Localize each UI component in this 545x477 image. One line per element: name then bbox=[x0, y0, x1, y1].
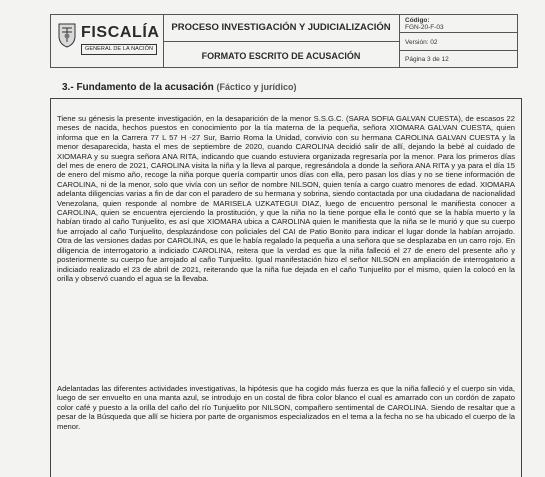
page-number: Página 3 de 12 bbox=[405, 56, 449, 63]
code-value: FGN-20-F-03 bbox=[405, 24, 444, 31]
coat-of-arms-icon bbox=[57, 22, 77, 48]
form-title: FORMATO ESCRITO DE ACUSACIÓN bbox=[201, 51, 361, 61]
header-divider bbox=[399, 15, 400, 67]
header-divider bbox=[399, 50, 517, 51]
section-title: 3.- Fundamento de la acusación bbox=[62, 82, 214, 93]
version-label: Versión: 02 bbox=[405, 39, 438, 46]
code-label-text: Código: bbox=[405, 17, 430, 24]
paragraph-facts: Tiene su génesis la presente investigación, en la desaparición de la menor S.S.G.C. (SARA SOFIA GALVAN CUESTA), de escasos 22 meses de nacida, hechos puestos en conocimiento por la tía materna de la pequeña, señora XIOMARA GALVAN CUESTA, quien informa que en la Carrera 77 L 57 H -27 Sur, Barrio Roma la Unidad, convivio con su hermana CAROLINA GALVAN CUESTA y la menor desaparecida, hasta el mes de septiembre de 2020, cuando CAROLINA decidió salir de allí, dejando la bebé al cuidado de XIOMARA y su suegra señora ANA RITA, indicando que cuando estuviera organizada regresaría por la menor. Para los primeros días del mes de enero de 2021, CAROLINA visita la niña y la lleva al parque, regresándola a donde la señora ANA RITA y ya para el día 15 de enero del mismo año, recoge la niña porque quería compartir unos días con ella, pero pasan los días y no se tiene información de CAROLINA, ni de la menor, solo que vivía con un señor de nombre NILSON, quien tenía a cargo cuatro menores de edad. XIOMARA adelanta diligencias varias a fin de dar con el paradero de su hermana y sobrina, siendo contactada por una ciudadana de nacionalidad Venezolana, quien responde al nombre de MARISELA UZKATEGUI DIAZ, luego de encuentro personal le manifiesta conocer a CAROLINA, quien se encuentra ejerciendo la prostitución, y que la niña no la tiene porque ella le contó que se la había muerto y la habían tirado al caño Tunjuelito, es así que XIOMARA ubica a CAROLINA quien le manifiesta que la niña se le murió y que su cuerpo fue arrojado al caño Tunjuelito, desplazándose con policiales del CAI de Patio Bonito para indicar el lugar donde la habían arrojado. Otra de las versiones dadas por CAROLINA, es que le había regalado la pequeña a una señora que se desplazaba en un carro rojo. En diligencia de interrogatorio a indiciado CAROLINA, reitera que la verdad es que la niña falleció el 27 de enero del presente año y posteriormente su cuerpo fue arrojado al caño Tunjuelito. Igual manifestación hizo el señor NILSON en ampliación de interrogatorio a indiciado realizado el 23 de abril de 2021, reiterando que la niña fue dejada en el caño Tunjuelito por el mismo, quien la colocó en la orilla y observó cuando el agua se la llevaba. bbox=[57, 114, 515, 283]
brand-subtitle: GENERAL DE LA NACIÓN bbox=[81, 44, 157, 55]
section-subtitle: (Fáctico y jurídico) bbox=[216, 82, 297, 92]
paragraph-hypothesis: Adelantadas las diferentes actividades investigativas, la hipótesis que ha cogido más fuerza es que la niña falleció y el cuerpo sin vida, luego de ser envuelto en una manta azul, se introdujo en un costal de fibra color blanco el cual es amarrado con un cordón de zapato color café y puesto a la orilla del caño del río Tunjuelito por NILSON, compañero sentimental de CAROLINA. Siendo de resaltar que a pesar de la Búsqueda que allí se hiciera por parte de organismos especializados en el tema a la fecha no se ha ubicado el cuerpo de la menor. bbox=[57, 384, 515, 431]
section-heading bbox=[62, 82, 297, 93]
process-title: PROCESO INVESTIGACIÓN Y JUDICIALIZACIÓN bbox=[171, 22, 391, 33]
brand-name: FISCALÍA bbox=[81, 24, 160, 41]
fiscalia-logo bbox=[51, 15, 163, 67]
header-divider bbox=[399, 32, 517, 33]
document-header bbox=[50, 14, 518, 68]
